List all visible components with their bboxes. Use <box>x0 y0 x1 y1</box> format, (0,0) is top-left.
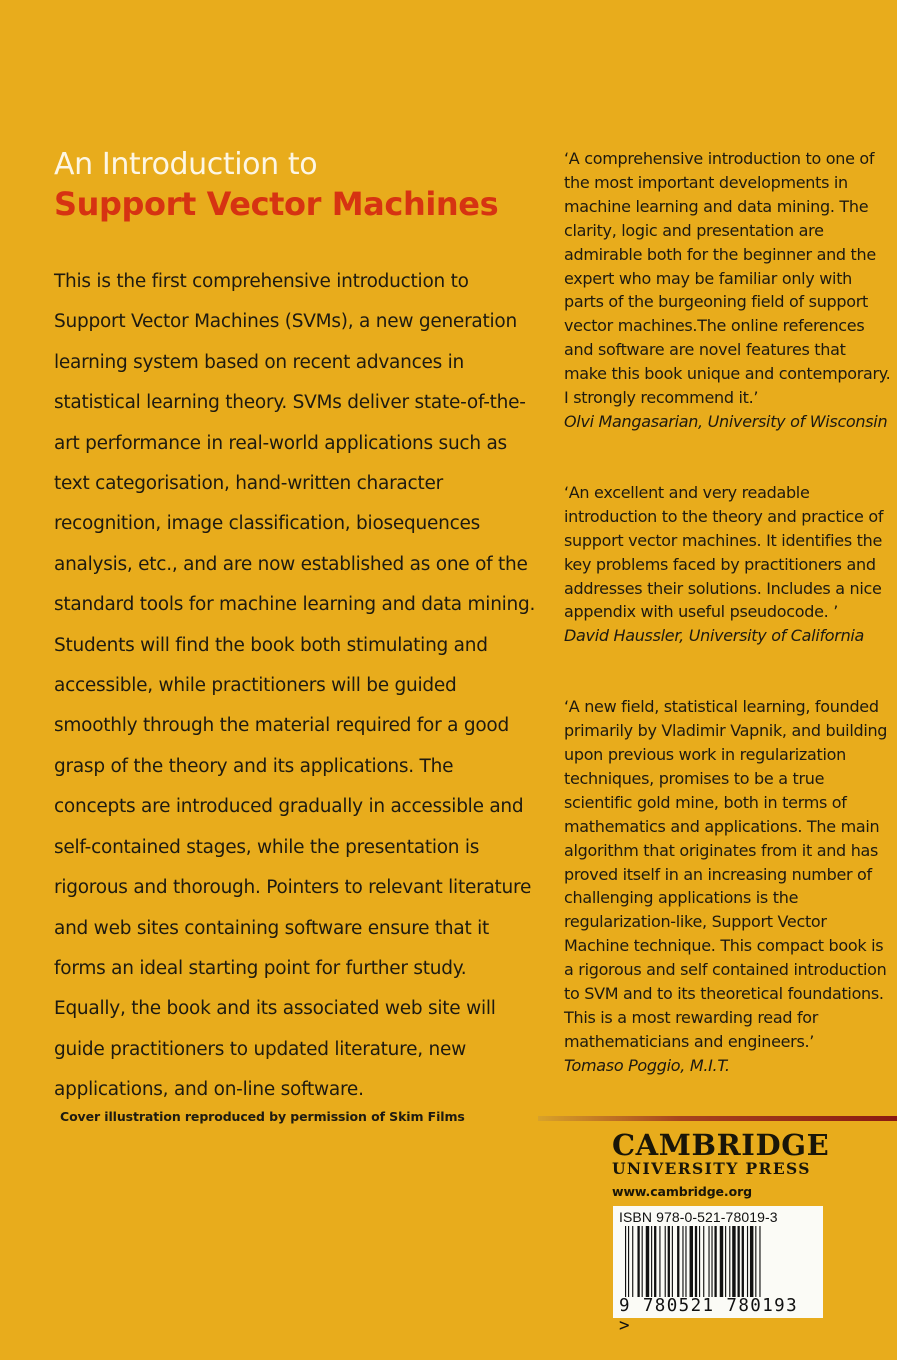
title-line-2: Support Vector Machines <box>54 185 499 223</box>
divider-rule <box>538 1116 897 1121</box>
barcode-bar <box>738 1226 740 1297</box>
review-1 <box>564 147 892 434</box>
barcode-bar <box>659 1226 660 1297</box>
cover-illustration-credit: Cover illustration reproduced by permission of Skim Films <box>60 1109 465 1124</box>
barcode-bar <box>720 1226 723 1297</box>
barcode-bar <box>646 1226 649 1297</box>
review-attribution: Olvi Mangasarian, University of Wisconsin <box>564 411 888 431</box>
barcode-bar <box>703 1226 704 1297</box>
barcode-bar <box>685 1226 686 1297</box>
review-quote: ‘A new field, statistical learning, founded primarily by Vladimir Vapnik, and building upon previous work in regularization techniques, promises to be a true scientific gold mine, both in terms of mathematics and applications. The main algorithm that originates from it and has proved itself in an increasing number of challenging applications is the regularization-like, Support Vector Machine technique. This compact book is a rigorous and self contained introduction to SVM and to its theoretical foundations. This is a most rewarding read for mathematicians and engineers.’ <box>564 697 888 1051</box>
barcode-bar <box>732 1226 735 1297</box>
barcode-bar <box>729 1226 730 1297</box>
title-line-1: An Introduction to <box>54 147 318 182</box>
book-description: This is the first comprehensive introduction to Support Vector Machines (SVMs), a new generation learning system based on recent advances in statistical learning theory. SVMs deliver state-of-the-art performance in real-world applications such as text categorisation, hand-written character recognition, image classification, biosequences analysis, etc., and are now established as one of the standard tools for machine learning and data mining. Students will find the book both stimulating and accessible, while practitioners will be guided smoothly through the material required for a good grasp of the theory and its applications. The concepts are introduced gradually in accessible and self-contained stages, while the presentation is rigorous and thorough. Pointers to relevant literature and web sites containing software ensure that it forms an ideal starting point for further study. Equally, the book and its associated web site will guide practitioners to updated literature, new applications, and on-line software. <box>54 271 536 1101</box>
barcode-bar <box>665 1226 666 1297</box>
barcode-bar <box>699 1226 700 1297</box>
barcode-bar <box>625 1226 626 1297</box>
review-attribution: David Haussler, University of California <box>564 626 865 646</box>
barcode-bar <box>672 1226 673 1297</box>
publisher-block <box>612 1128 830 1201</box>
barcode-bar <box>632 1226 633 1297</box>
barcode-bar <box>708 1226 709 1297</box>
barcode-bar <box>628 1226 629 1297</box>
barcode-bar <box>695 1226 697 1297</box>
barcode-bar <box>750 1226 753 1297</box>
barcode-bar <box>637 1226 639 1297</box>
reviews-column <box>564 147 892 1078</box>
review-3 <box>564 695 892 1078</box>
barcode-bar <box>654 1226 656 1297</box>
review-quote: ‘An excellent and very readable introduction to the theory and practice of support vector machines. It identifies the key problems faced by practitioners and addresses their solutions. Includes a nice appendix with useful pseudocode. ’ <box>564 482 884 622</box>
barcode-bar <box>690 1226 693 1297</box>
review-quote: ‘A comprehensive introduction to one of the most important developments in machine learning and data mining. The clarity, logic and presentation are admirable both for the beginner and the expert who may be familiar only with parts of the burgeoning field of support vector machines.The online references and software are novel features that make this book unique and contemporary. I strongly recommend it.’ <box>564 149 891 408</box>
barcode-bar <box>747 1226 748 1297</box>
barcode-bar <box>651 1226 652 1297</box>
barcode-bar <box>682 1226 683 1297</box>
barcode-bar <box>742 1226 744 1297</box>
barcode-bar <box>711 1226 712 1297</box>
barcode-digits: 9 780521 780193 > <box>619 1296 799 1336</box>
barcode-bar <box>677 1226 679 1297</box>
publisher-subtitle: UNIVERSITY PRESS <box>612 1159 811 1178</box>
barcode-bar <box>668 1226 670 1297</box>
publisher-url: www.cambridge.org <box>612 1184 752 1199</box>
barcode-bar <box>755 1226 756 1297</box>
barcode-bars-icon <box>619 1226 817 1297</box>
isbn-label: ISBN 978-0-521-78019-3 <box>619 1209 778 1225</box>
barcode-bar <box>642 1226 643 1297</box>
barcode-bar <box>725 1226 726 1297</box>
barcode-bar <box>759 1226 760 1297</box>
review-attribution: Tomaso Poggio, M.I.T. <box>564 1055 730 1075</box>
book-title <box>54 146 524 224</box>
isbn-barcode <box>613 1206 823 1336</box>
review-2 <box>564 481 892 648</box>
publisher-name: CAMBRIDGE <box>612 1128 830 1162</box>
barcode-bar <box>714 1226 716 1297</box>
